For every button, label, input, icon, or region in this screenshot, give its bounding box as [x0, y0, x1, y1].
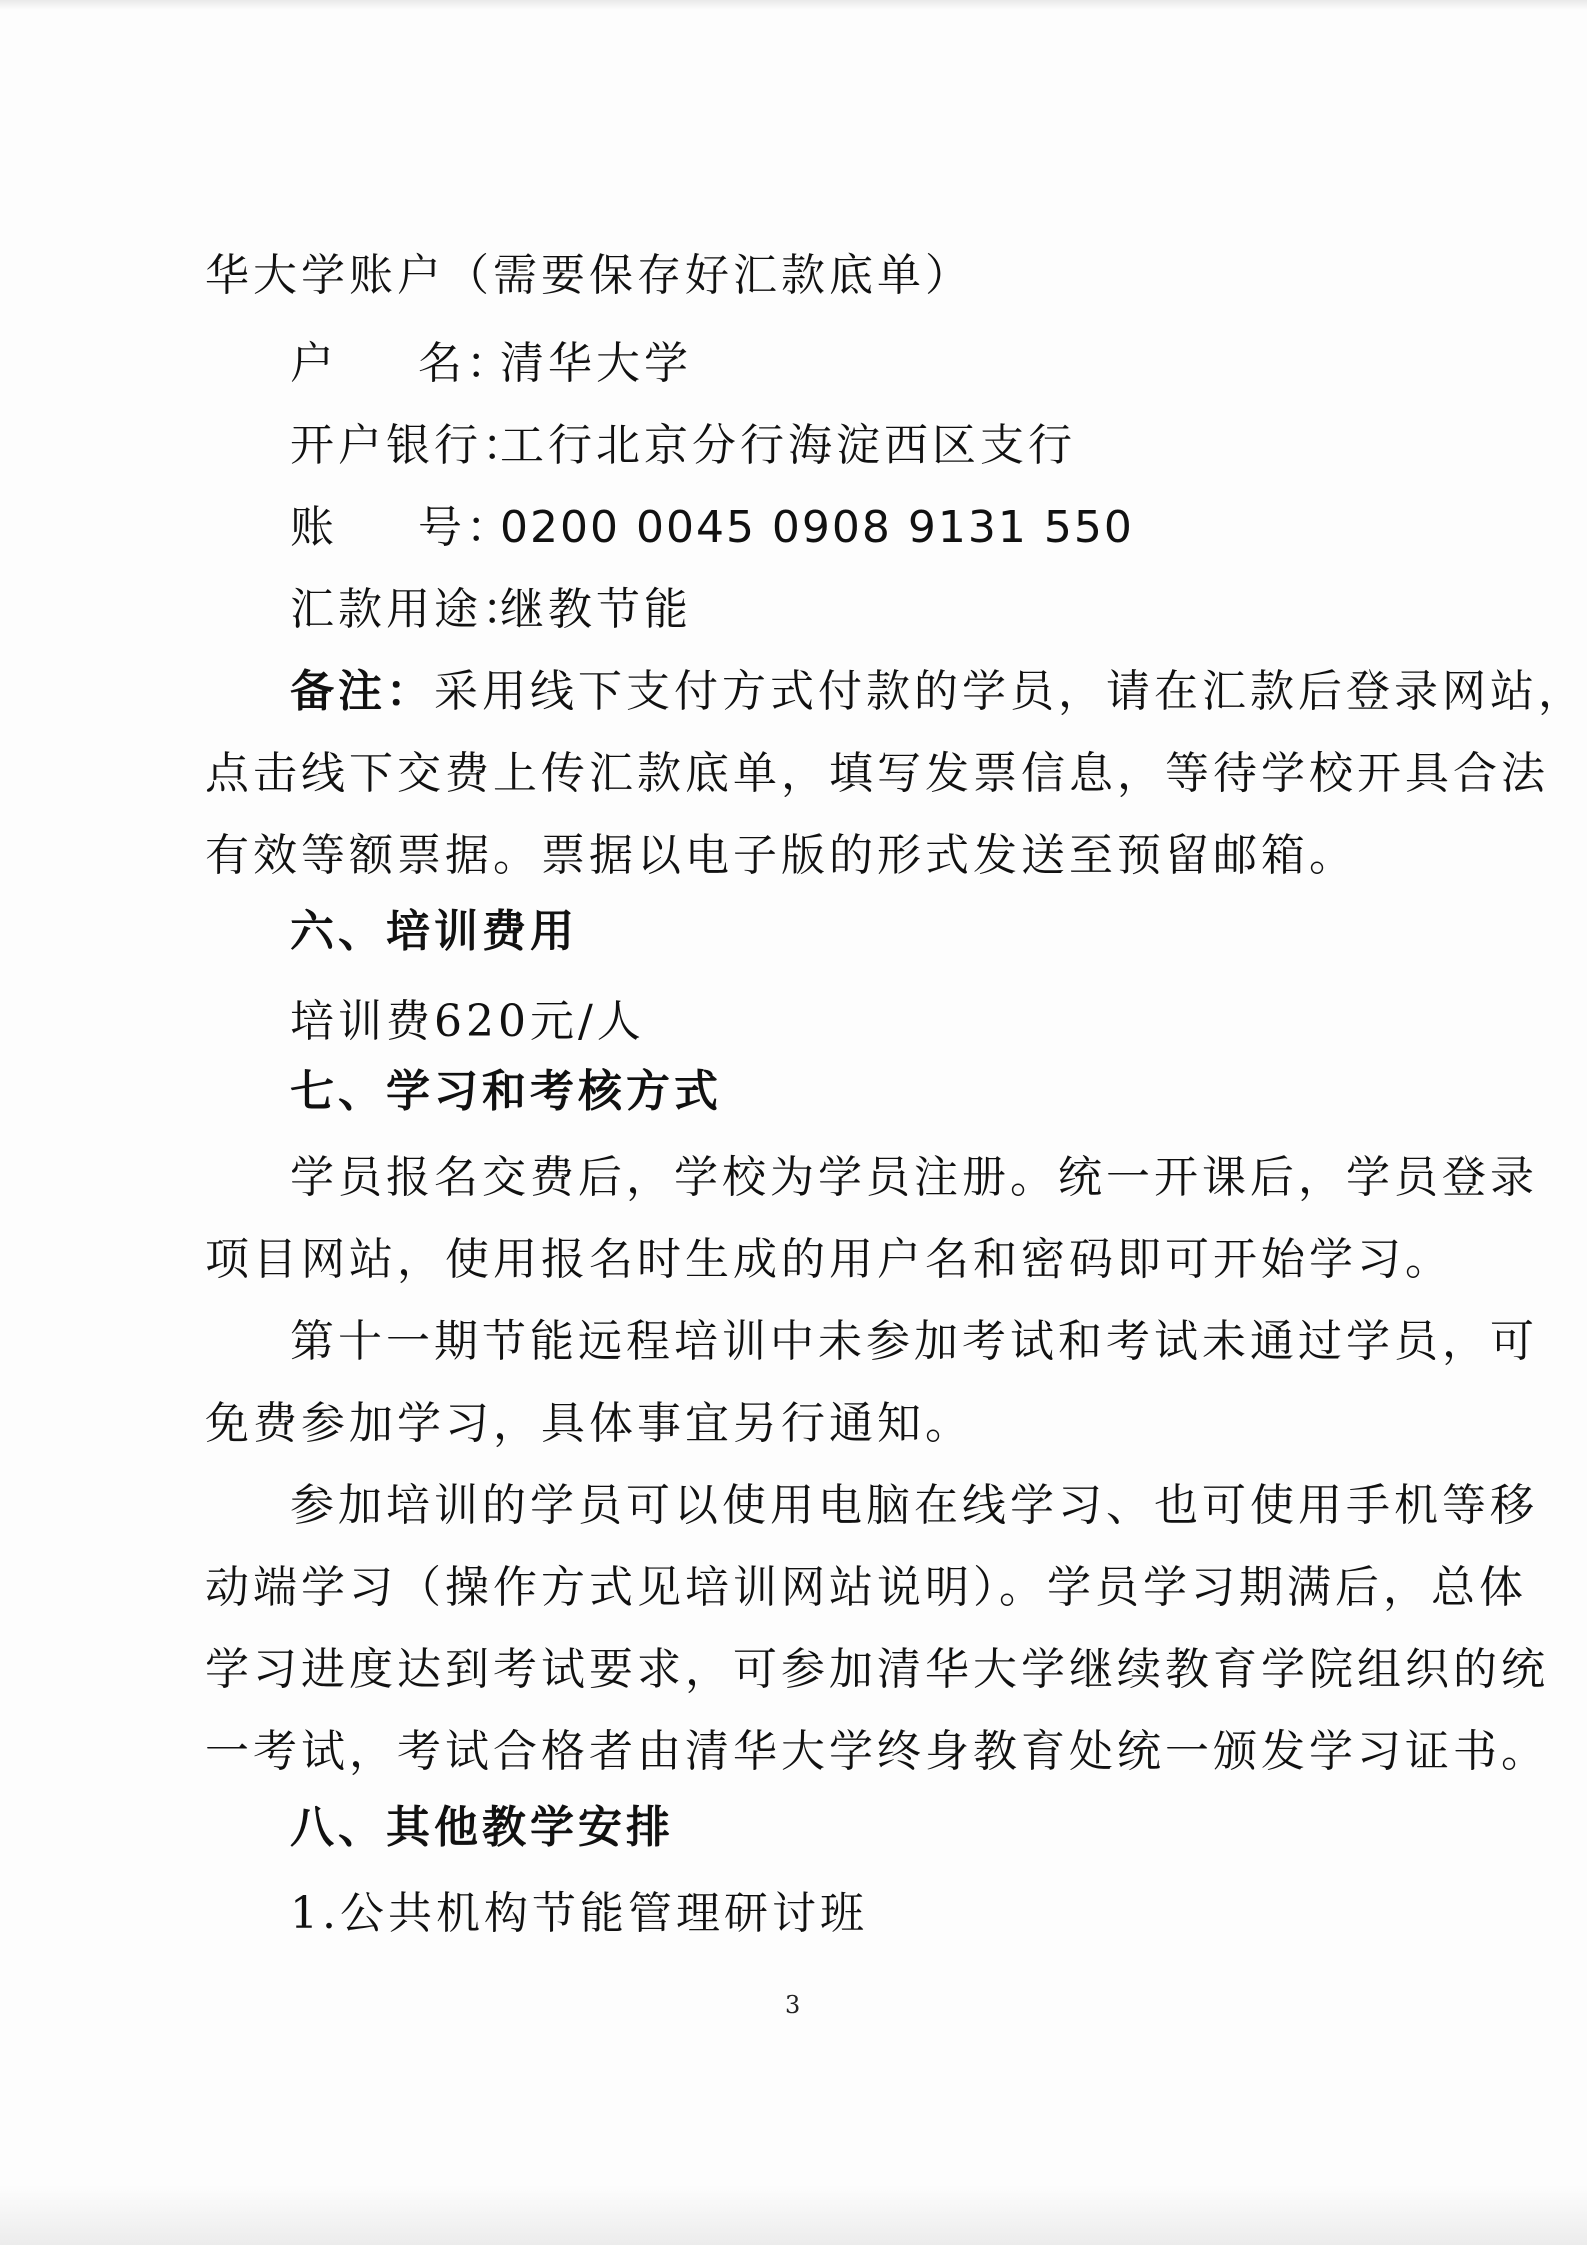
section7-paragraph2-line1: 第十一期节能远程培训中未参加考试和考试未通过学员，可 [290, 1316, 1538, 1367]
account-name-row [290, 336, 692, 392]
section8-heading: 八、其他教学安排 [290, 1802, 674, 1853]
account-bank-value: 工行北京分行海淀西区支行 [500, 420, 1076, 471]
intro-line: 华大学账户（需要保存好汇款底单） [205, 250, 973, 301]
section7-paragraph3-line4: 一考试，考试合格者由清华大学终身教育处统一颁发学习证书。 [205, 1726, 1549, 1777]
section7-paragraph1-line2: 项目网站，使用报名时生成的用户名和密码即可开始学习。 [205, 1234, 1453, 1285]
account-name-label-part1: 户 [290, 338, 338, 389]
account-purpose-row [290, 582, 692, 638]
section6-fee-text: 培训费620元/人 [290, 996, 645, 1047]
account-number-row [290, 500, 1134, 556]
section8-item1: 1.公共机构节能管理研讨班 [290, 1888, 868, 1939]
scan-shadow-top [0, 0, 1587, 10]
account-bank-row [290, 418, 1076, 474]
note-line-2: 点击线下交费上传汇款底单，填写发票信息，等待学校开具合法 [205, 748, 1549, 799]
note-text-1: 采用线下支付方式付款的学员，请在汇款后登录网站， [434, 666, 1586, 717]
section7-paragraph3-line1: 参加培训的学员可以使用电脑在线学习、也可使用手机等移 [290, 1480, 1538, 1531]
note-line-3: 有效等额票据。票据以电子版的形式发送至预留邮箱。 [205, 830, 1357, 881]
account-name-value: 清华大学 [500, 338, 692, 389]
account-purpose-value: 继教节能 [500, 584, 692, 635]
scan-shadow-bottom [0, 2185, 1587, 2245]
account-number-value: 0200 0045 0908 9131 550 [500, 502, 1134, 553]
section7-heading: 七、学习和考核方式 [290, 1066, 722, 1117]
page-number: 3 [785, 1991, 801, 2019]
note-label: 备注： [290, 666, 434, 717]
account-number-label-part1: 账 [290, 502, 338, 553]
account-bank-label: 开户银行： [290, 420, 530, 471]
account-number-label-part2: 号： [418, 502, 514, 553]
section7-paragraph2-line2: 免费参加学习，具体事宜另行通知。 [205, 1398, 973, 1449]
account-purpose-label: 汇款用途： [290, 584, 530, 635]
section6-heading: 六、培训费用 [290, 906, 578, 957]
account-name-label [290, 336, 514, 392]
section7-paragraph3-line2: 动端学习（操作方式见培训网站说明）。学员学习期满后，总体 [205, 1562, 1527, 1613]
section7-paragraph3-line3: 学习进度达到考试要求，可参加清华大学继续教育学院组织的统 [205, 1644, 1549, 1695]
account-number-label [290, 500, 514, 556]
section7-paragraph1-line1: 学员报名交费后，学校为学员注册。统一开课后，学员登录 [290, 1152, 1538, 1203]
note-line-1 [290, 664, 1586, 720]
account-name-label-part2: 名： [418, 338, 514, 389]
